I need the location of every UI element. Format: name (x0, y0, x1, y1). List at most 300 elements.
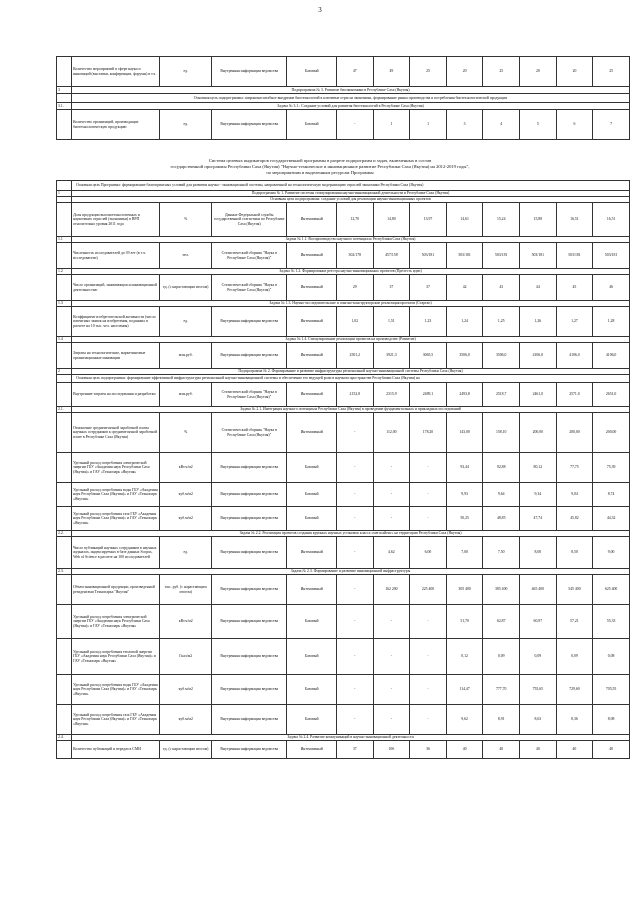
value-cell: - (336, 575, 373, 605)
value-cell: 2518,7 (483, 383, 520, 407)
value-cell: 8,08 (593, 705, 630, 735)
section-title: Подпрограмма № 3. Развитие биоэкономики в Республике Саха (Якутия) (72, 87, 630, 94)
value-cell: 385 400 (483, 575, 520, 605)
section-title: Задача № 2.2. Реализация проектов создания крупных научных установок класса «мегасайенс» на территории Республики Саха (Якутия) (72, 531, 630, 537)
value-cell: 1,23 (410, 307, 447, 337)
table-row (57, 343, 630, 369)
value-cell: 225 400 (410, 575, 447, 605)
section-title: Задача № 1.2. Формирование реестра научно-инновационных проектов (Прелесть идеи) (72, 269, 630, 275)
type-cell: Интенсивный (287, 413, 337, 453)
table-row (57, 413, 630, 453)
value-cell: 4 (483, 110, 520, 140)
value-cell: 545 400 (556, 575, 593, 605)
value-cell: 2493,8 (446, 383, 483, 407)
value-cell (57, 537, 72, 569)
table-row (57, 741, 630, 759)
source-cell: Данные Федеральной службы государственной статистики по Республике Саха (Якутия) (212, 203, 287, 237)
value-cell: 43 (483, 275, 520, 301)
indicator-name: Удельный расход потребления воды ГБУ «Академия наук Республики Саха (Якутия)» и ГАУ «Технопарк «Якутия» (72, 483, 160, 507)
value-cell: 1,51 (373, 307, 410, 337)
type-cell: Базовый (287, 605, 337, 639)
section-row (57, 103, 630, 110)
value-cell: 162 200 (373, 575, 410, 605)
value-cell: 20 (446, 57, 483, 87)
value-cell: 40 (593, 741, 630, 759)
value-cell: - (373, 639, 410, 675)
value-cell: 20 (520, 57, 557, 87)
value-cell: 2501,2 (336, 343, 373, 369)
value-cell: 503/181 (446, 243, 483, 269)
value-cell: 62,87 (483, 605, 520, 639)
source-cell: Внутренняя информация ведомства (212, 307, 287, 337)
value-cell (57, 307, 72, 337)
value-cell: 0,09 (483, 639, 520, 675)
document-heading (0, 158, 640, 176)
value-cell: 503/181 (483, 243, 520, 269)
value-cell: 7,50 (483, 537, 520, 569)
value-cell: 503/181 (593, 243, 630, 269)
section-number: 2.1. (57, 407, 72, 413)
source-cell: Внутренняя информация ведомства (212, 605, 287, 639)
section-number: 1 (57, 191, 72, 197)
unit-cell: кВт.ч/м2 (160, 605, 212, 639)
value-cell: 40 (556, 741, 593, 759)
value-cell: - (410, 483, 447, 507)
unit-cell: куб.м/м2 (160, 507, 212, 531)
value-cell: 729,60 (556, 675, 593, 705)
value-cell: - (410, 705, 447, 735)
table-row (57, 307, 630, 337)
value-cell: 50,25 (446, 507, 483, 531)
type-cell: Базовый (287, 453, 337, 483)
source-cell: Внутренняя информация ведомства (212, 741, 287, 759)
source-cell: Внутренняя информация ведомства (212, 453, 287, 483)
table-row (57, 507, 630, 531)
value-cell: 55,33 (593, 605, 630, 639)
section-title: Основная цель подпрограммы: создание условий для реализации научно-инновационных проектов (72, 197, 630, 203)
value-cell: - (336, 705, 373, 735)
source-cell: Внутренняя информация ведомства (212, 110, 287, 140)
value-cell: 3506,0 (446, 343, 483, 369)
value-cell: 3065,5 (410, 343, 447, 369)
unit-cell: ед. (160, 57, 212, 87)
indicator-name: Доля продукции высокотехнологичных и наукоемких отраслей (экономики) в ВРП относительно уровня 2011 года (72, 203, 160, 237)
value-cell: 47 (337, 57, 374, 87)
table-row (57, 575, 630, 605)
indicator-name: Удельный расход потребления газа ГБУ «Академия наук Республики Саха (Якутия)» и ГАУ «Технопарк «Якутия» (72, 507, 160, 531)
value-cell: 45,82 (556, 507, 593, 531)
value-cell: 503/181 (556, 243, 593, 269)
unit-cell: ед. (160, 307, 212, 337)
indicator-name: Численность исследователей до 39 лет (в т.ч. исследователи) (72, 243, 160, 269)
value-cell: 25 (410, 57, 447, 87)
value-cell: 9,64 (483, 483, 520, 507)
section-title: Задача № 2.1. Интеграция научного потенциала Республики Саха (Якутия) в проведение фундаментальных и прикладных исследований (72, 407, 630, 413)
value-cell: 112,00 (373, 413, 410, 453)
value-cell: - (336, 537, 373, 569)
value-cell: 1,24 (446, 307, 483, 337)
value-cell: 705,55 (593, 675, 630, 705)
value-cell: - (410, 453, 447, 483)
value-cell: - (336, 507, 373, 531)
source-cell: Внутренняя информация ведомства (212, 483, 287, 507)
type-cell: Интенсивный (287, 243, 337, 269)
type-cell: Интенсивный (287, 741, 337, 759)
section-number: 1.3 (57, 301, 72, 307)
type-cell: Базовый (287, 507, 337, 531)
section-number: 2.2. (57, 531, 72, 537)
value-cell (57, 243, 72, 269)
section-title: Основная цель подпрограммы: широкомасштабное внедрение биотехнологий в ключевые отрасли экономики, формирование рынка производства и потребления биотехнологической продукции (72, 94, 630, 103)
type-cell: Интенсивный (287, 343, 337, 369)
value-cell: 14,61 (446, 203, 483, 237)
value-cell (57, 383, 72, 407)
value-cell: 7,00 (446, 537, 483, 569)
value-cell: 51,70 (446, 605, 483, 639)
section-number: 2.3. (57, 569, 72, 575)
unit-cell: куб.м/м2 (160, 675, 212, 705)
value-cell: 25 (593, 57, 630, 87)
value-cell: 143,00 (446, 413, 483, 453)
table-row (57, 453, 630, 483)
source-cell: Статистический сборник "Наука в Республике Саха (Якутия)" (212, 275, 287, 301)
source-cell: Внутренняя информация ведомства (212, 57, 287, 87)
value-cell: 106 (373, 741, 410, 759)
table-row (57, 639, 630, 675)
value-cell: 7 (593, 110, 630, 140)
value-cell: 8,36 (556, 705, 593, 735)
value-cell (57, 741, 72, 759)
value-cell: 14,80 (373, 203, 410, 237)
indicator-name: Число публикаций научных сотрудников в научных журналах, индексируемых в базе данных Scopus, Web of Science в расчете на 100 исследователей (72, 537, 160, 569)
value-cell: 60,97 (520, 605, 557, 639)
value-cell: 77,75 (556, 453, 593, 483)
source-cell: Внутренняя информация ведомства (212, 343, 287, 369)
value-cell: - (373, 483, 410, 507)
value-cell: 44 (520, 275, 557, 301)
value-cell: 2571,0 (556, 383, 593, 407)
source-cell: Статистический сборник "Наука в Республике Саха (Якутия)" (212, 243, 287, 269)
table-row (57, 605, 630, 639)
value-cell: - (373, 675, 410, 705)
value-cell: 25 (483, 57, 520, 87)
value-cell: - (336, 675, 373, 705)
value-cell: 8,91 (483, 705, 520, 735)
section-number: 2.4. (57, 735, 72, 741)
type-cell: Интенсивный (287, 307, 337, 337)
value-cell (57, 605, 72, 639)
value-cell: 114,47 (446, 675, 483, 705)
value-cell: 13,97 (410, 203, 447, 237)
section-title: Основная цель Программы: формирование благоприятных условий для развития научно - инновационной системы, направленной на технологическую модернизацию отраслей экономики Республики Саха (Якутия) (72, 181, 630, 191)
unit-cell: куб.м/м2 (160, 483, 212, 507)
source-cell: Внутренняя информация ведомства (212, 507, 287, 531)
value-cell: - (373, 705, 410, 735)
value-cell: - (373, 507, 410, 531)
source-cell: Внутренняя информация ведомства (212, 575, 287, 605)
type-cell: Интенсивный (287, 383, 337, 407)
section-number (57, 94, 72, 103)
value-cell: 46 (593, 275, 630, 301)
unit-cell: ед. (160, 537, 212, 569)
indicator-name: Удельный расход потребления электрической энергии ГБУ «Академия наук Республики Саха (Якутия)» и ГАУ «Технопарк «Якутия» (72, 453, 160, 483)
value-cell: 302/178 (336, 243, 373, 269)
value-cell: 6 (556, 110, 593, 140)
value-cell: 8,00 (520, 537, 557, 569)
value-cell: 16,51 (556, 203, 593, 237)
table-row (57, 275, 630, 301)
value-cell: 9,93 (446, 483, 483, 507)
value-cell: 178,20 (410, 413, 447, 453)
value-cell: 3 (446, 110, 483, 140)
value-cell: 777,70 (483, 675, 520, 705)
unit-cell: млн.руб. (160, 343, 212, 369)
value-cell (57, 57, 72, 87)
value-cell (57, 453, 72, 483)
value-cell: 37 (336, 741, 373, 759)
value-cell: 3921,3 (373, 343, 410, 369)
value-cell: 20 (556, 57, 593, 87)
value-cell (57, 483, 72, 507)
type-cell: Базовый (287, 110, 337, 140)
value-cell (57, 203, 72, 237)
value-cell: - (336, 453, 373, 483)
unit-cell: млн.руб. (160, 383, 212, 407)
value-cell: 2315,9 (373, 383, 410, 407)
value-cell: 755,65 (520, 675, 557, 705)
value-cell: 9,62 (446, 705, 483, 735)
value-cell: 47,74 (520, 507, 557, 531)
value-cell: 8,50 (556, 537, 593, 569)
type-cell: Базовый (287, 675, 337, 705)
unit-cell: % (160, 413, 212, 453)
section-number (57, 181, 72, 191)
value-cell: 92,88 (483, 453, 520, 483)
indicator-name: Объем инновационной продукции, произведенной резидентами Технопарка "Якутия" (72, 575, 160, 605)
value-cell: - (336, 605, 373, 639)
value-cell: 1 (373, 110, 410, 140)
heading-line: Система целевых индикаторов государственной программы в разрезе подпрограмм и задач, включенных в состав (208, 158, 432, 163)
value-cell: 15,24 (483, 203, 520, 237)
type-cell: Базовый (287, 57, 337, 87)
value-cell: - (336, 483, 373, 507)
value-cell: 503/181 (520, 243, 557, 269)
type-cell: Базовый (287, 705, 337, 735)
value-cell: 37 (410, 275, 447, 301)
value-cell: 0,09 (556, 639, 593, 675)
value-cell: 200,00 (520, 413, 557, 453)
indicator-name: Внутренние затраты на исследования и разработки (72, 383, 160, 407)
value-cell (57, 705, 72, 735)
section-number: 3 (57, 87, 72, 94)
value-cell: - (336, 413, 373, 453)
section-row (57, 375, 630, 383)
value-cell: 1,28 (593, 307, 630, 337)
value-cell: - (410, 605, 447, 639)
value-cell: 12,70 (336, 203, 373, 237)
value-cell: 93,44 (446, 453, 483, 483)
section-row (57, 181, 630, 191)
value-cell (57, 275, 72, 301)
source-cell: Статистический сборник "Наука в Республике Саха (Якутия)" (212, 413, 287, 453)
value-cell: 9,04 (556, 483, 593, 507)
table-row (57, 57, 630, 87)
unit-cell: ед. (с нарастающим итогом) (160, 741, 212, 759)
value-cell (57, 575, 72, 605)
indicator-name: Коэффициент изобретательской активности (число патентных заявок на изобретения, поданных в расчете на 10 тыс. чел. населения) (72, 307, 160, 337)
value-cell: 44,32 (593, 507, 630, 531)
indicator-name: Удельный расход потребления воды ГБУ «Академия наук Республики Саха (Якутия)» и ГАУ «Технопарк «Якутия» (72, 675, 160, 705)
value-cell: 200,00 (556, 413, 593, 453)
value-cell: 1,26 (520, 307, 557, 337)
value-cell: 57,21 (556, 605, 593, 639)
type-cell: Интенсивный (287, 203, 337, 237)
value-cell: 1,02 (336, 307, 373, 337)
value-cell: 0,08 (593, 639, 630, 675)
value-cell: 2152,8 (336, 383, 373, 407)
indicator-name: Отношение среднемесячной заработной платы научных сотрудников к среднемесячной заработной плате в Республике Саха (Якутия) (72, 413, 160, 453)
value-cell: - (410, 675, 447, 705)
source-cell: Внутренняя информация ведомства (212, 675, 287, 705)
unit-cell: кВт.ч/м2 (160, 453, 212, 483)
type-cell: Интенсивный (287, 537, 337, 569)
value-cell: 42 (446, 275, 483, 301)
value-cell: 1 (410, 110, 447, 140)
section-number: 2 (57, 369, 72, 375)
indicator-name: Удельный расход потребления газа ГБУ «Академия наук Республики Саха (Якутия)» и ГАУ «Технопарк «Якутия» (72, 705, 160, 735)
value-cell (57, 639, 72, 675)
value-cell: 9,34 (520, 483, 557, 507)
table-row (57, 243, 630, 269)
unit-cell: чел. (160, 243, 212, 269)
table-row (57, 537, 630, 569)
value-cell: 40 (520, 741, 557, 759)
unit-cell: тыс. руб. (с нарастающим итогом) (160, 575, 212, 605)
value-cell (57, 110, 72, 140)
source-cell: Внутренняя информация ведомства (212, 639, 287, 675)
type-cell: Базовый (287, 639, 337, 675)
section-number: 1.2 (57, 269, 72, 275)
value-cell: 305 400 (446, 575, 483, 605)
value-cell: 1,27 (556, 307, 593, 337)
value-cell: 6,00 (410, 537, 447, 569)
value-cell: 0,09 (520, 639, 557, 675)
source-cell: Внутренняя информация ведомства (212, 705, 287, 735)
value-cell: - (373, 453, 410, 483)
value-cell: 158,10 (483, 413, 520, 453)
heading-line: по мероприятиям и выделенным ресурсам Программы (266, 170, 374, 175)
value-cell: - (410, 639, 447, 675)
value-cell: 48,85 (483, 507, 520, 531)
value-cell: - (336, 639, 373, 675)
value-cell: 503/181 (410, 243, 447, 269)
unit-cell: куб.м/м2 (160, 705, 212, 735)
value-cell: 4106,0 (520, 343, 557, 369)
value-cell: 37 (373, 275, 410, 301)
value-cell: 8,63 (520, 705, 557, 735)
page-number: 3 (318, 6, 322, 14)
indicator-name: Удельный расход потребления тепловой энергии ГБУ «Академия наук Республики Саха (Якутия)» и ГАУ «Технопарк «Якутия» (72, 639, 160, 675)
value-cell: 15,88 (520, 203, 557, 237)
section-title: Задача № 2.4. Развитие коммуникаций в научно-инновационной деятельности (72, 735, 630, 741)
value-cell: 80,12 (520, 453, 557, 483)
value-cell: 4106,0 (556, 343, 593, 369)
section-number: 1.1 (57, 237, 72, 243)
source-cell: Внутренняя информация ведомства (212, 537, 287, 569)
section-row (57, 87, 630, 94)
section-title: Подпрограмма № 2. Формирование и развитие инфраструктуры региональной научно-инновационной системы Республики Саха (Якутия) (72, 369, 630, 375)
value-cell (57, 507, 72, 531)
value-cell: 3506,0 (483, 343, 520, 369)
value-cell: 16,51 (593, 203, 630, 237)
value-cell: 40 (483, 741, 520, 759)
table-row (57, 383, 630, 407)
value-cell (57, 675, 72, 705)
type-cell: Интенсивный (287, 575, 337, 605)
table-row (57, 705, 630, 735)
section-title: Задача № 2.3. Формирование и развитие инновационной инфраструктуры (72, 569, 630, 575)
value-cell: 9,00 (593, 537, 630, 569)
value-cell: 1,25 (483, 307, 520, 337)
value-cell: 5 (520, 110, 557, 140)
value-cell: - (410, 507, 447, 531)
section-title: Подпрограмма № 1. Развитие системы стимулирования научно-инновационной деятельности в Республике Саха (Якутия) (72, 191, 630, 197)
value-cell: 75,39 (593, 453, 630, 483)
unit-cell: ед. (160, 110, 212, 140)
value-cell: 36 (410, 741, 447, 759)
source-cell: Статистический сборник "Наука в Республике Саха (Якутия)" (212, 383, 287, 407)
section-title: Основная цель подпрограммы: формирование эффективной инфраструктуры региональной научно-инновационной системы и обеспечение его ведущей роли в научном пространстве Республики Саха (Якутия) на (72, 375, 630, 383)
value-cell: 457/158 (373, 243, 410, 269)
section-row (57, 94, 630, 103)
type-cell: Базовый (287, 483, 337, 507)
indicator-name: Количество организаций, производящих биотехнологическую продукцию (72, 110, 160, 140)
indicator-name: Затраты на технологические, маркетинговые организационные инновации (72, 343, 160, 369)
section-title: Задача № 3.1.: Создание условий для развития биотехнологий в Республике Саха (Якутия) (72, 103, 630, 110)
value-cell: - (337, 110, 374, 140)
section-number: 3.1. (57, 103, 72, 110)
indicator-name: Количество мероприятий в сфере науки и инноваций (выставки, конференции, форумы) в т.ч. (72, 57, 160, 87)
table-row (57, 483, 630, 507)
table-row (57, 203, 630, 237)
value-cell: 0,12 (446, 639, 483, 675)
table-row (57, 675, 630, 705)
indicator-name: Удельный расход потребления электрической энергии ГБУ «Академия наук Республики Саха (Якутия)» и ГАУ «Технопарк «Якутия» (72, 605, 160, 639)
section-title: Задача № 1.3. Научно-исследовательские и опытно-конструкторские реализация проектов (Стартап) (72, 301, 630, 307)
value-cell: 2651,0 (593, 383, 630, 407)
value-cell: 625 400 (593, 575, 630, 605)
unit-cell: % (160, 203, 212, 237)
value-cell: 200,00 (593, 413, 630, 453)
value-cell (57, 413, 72, 453)
value-cell: 49 (373, 57, 410, 87)
value-cell: 465 400 (520, 575, 557, 605)
value-cell: 29 (336, 275, 373, 301)
value-cell: 2461,0 (520, 383, 557, 407)
value-cell (57, 343, 72, 369)
indicator-name: Число организаций, занимающихся инновационной деятельностью (72, 275, 160, 301)
value-cell: 4106,0 (593, 343, 630, 369)
type-cell: Интенсивный (287, 275, 337, 301)
value-cell: 8,74 (593, 483, 630, 507)
unit-cell: ед. (с нарастающим итогом) (160, 275, 212, 301)
section-number (57, 375, 72, 383)
unit-cell: Гкал/м2 (160, 639, 212, 675)
value-cell: 40 (446, 741, 483, 759)
section-title: Задача № 1.1. Воспроизводство научного потенциала Республики Саха (Якутия) (72, 237, 630, 243)
indicator-table-main (56, 180, 630, 759)
value-cell: - (373, 605, 410, 639)
